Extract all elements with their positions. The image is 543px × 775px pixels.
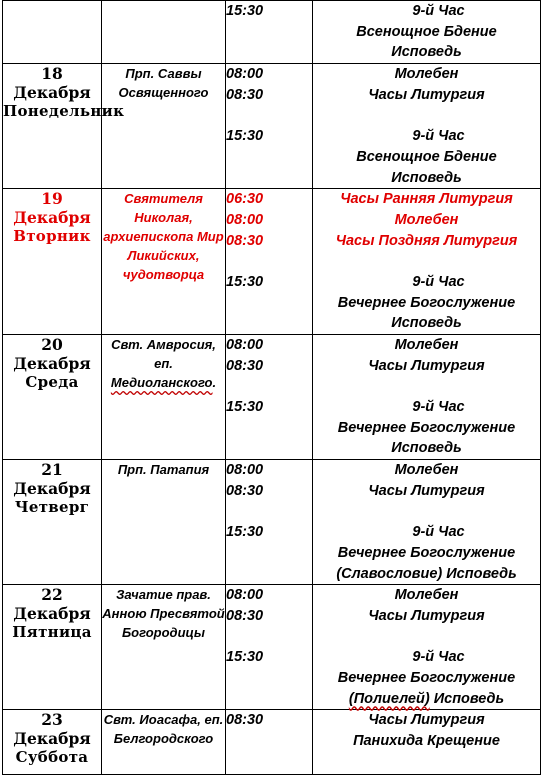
- service-line: 9-й Час: [412, 273, 465, 290]
- table-row: [3, 585, 541, 710]
- time-value: 08:00: [226, 462, 264, 479]
- saint-name: Прп. Патапия: [117, 462, 210, 478]
- time-value: 08:00: [226, 66, 264, 83]
- service-cell: [313, 335, 541, 460]
- time-cell: [226, 585, 313, 710]
- saint-name: Зачатие прав. Анною Пресвятой Богородицы: [102, 587, 225, 641]
- service-line: Молебен: [394, 587, 459, 604]
- time-value: 08:00: [226, 337, 264, 353]
- time-value: 08:30: [226, 607, 264, 624]
- time-value: 08:00: [226, 587, 264, 604]
- date-cell: [3, 585, 102, 710]
- service-line: Вечернее Богослужение: [337, 670, 516, 686]
- saint-name-part: Свт. Амвросия, еп.: [111, 337, 216, 371]
- time-value: 08:30: [226, 86, 264, 103]
- time-cell: [226, 64, 313, 189]
- weekday-label: Среда: [25, 373, 79, 391]
- service-line: Вечернее Богослужение: [337, 294, 516, 311]
- saint-cell: [102, 189, 226, 335]
- service-line: Вечернее Богослужение: [337, 419, 516, 436]
- service-line: 9-й Час: [412, 128, 465, 145]
- service-line-part: (Полиелей): [348, 690, 430, 707]
- time-value: 15:30: [226, 524, 264, 541]
- time-cell: [226, 335, 313, 460]
- time-value: 08:00: [226, 211, 264, 228]
- service-line: Молебен: [394, 462, 459, 479]
- service-line: Часы Литургия: [368, 482, 485, 499]
- date-label: 18 Декабря: [13, 64, 91, 103]
- service-line: Часы Литургия: [368, 86, 485, 103]
- table-row: [3, 460, 541, 585]
- time-value: 08:30: [226, 482, 264, 499]
- service-line: Часы Литургия: [368, 712, 485, 729]
- service-line: Молебен: [394, 211, 459, 228]
- service-line: 9-й Час: [412, 3, 465, 19]
- date-label: 21 Декабря: [13, 460, 91, 499]
- service-cell: [313, 64, 541, 189]
- date-cell: [3, 460, 102, 585]
- time-value: 06:30: [226, 191, 264, 208]
- service-line: Молебен: [394, 337, 459, 353]
- time-value: 15:30: [226, 399, 264, 416]
- service-line: Молебен: [394, 66, 459, 83]
- service-line: Часы Литургия: [368, 607, 485, 624]
- saint-cell: [102, 1, 226, 64]
- date-cell: [3, 1, 102, 64]
- service-cell: [313, 710, 541, 775]
- service-line: Исповедь: [391, 440, 462, 457]
- service-line: Исповедь: [391, 315, 462, 332]
- service-line: Всенощное Бдение: [356, 23, 497, 40]
- date-cell: [3, 64, 125, 189]
- service-line: 9-й Час: [412, 524, 465, 541]
- schedule-table: [2, 0, 541, 775]
- time-cell: [226, 460, 313, 585]
- table-row: [3, 710, 541, 775]
- table-row: [3, 64, 541, 189]
- saint-cell: Свт. Амвросия, еп. Медиоланского.: [102, 335, 226, 460]
- weekday-label: Суббота: [15, 748, 89, 767]
- weekday-label: Понедельник: [3, 102, 125, 121]
- saint-name: Святителя Николая, архиепископа Мир Ликийских, чудотворца: [103, 191, 224, 283]
- saint-name-part: Белгородского: [113, 731, 214, 747]
- service-line: Всенощное Бдение: [356, 148, 497, 165]
- saint-name-part: Медиоланского: [110, 375, 213, 390]
- time-value: 08:30: [226, 712, 264, 729]
- weekday-label: Вторник: [13, 227, 91, 246]
- time-cell: [226, 710, 313, 775]
- service-line: Исповедь: [391, 44, 462, 61]
- service-cell: [313, 189, 541, 335]
- service-line: 9-й Час: [412, 399, 465, 416]
- service-line: Вечернее Богослужение: [337, 544, 516, 561]
- service-line: Часы Поздняя Литургия: [335, 232, 518, 249]
- date-label: 22 Декабря: [13, 585, 91, 624]
- time-value: 08:30: [226, 232, 264, 249]
- time-value: 08:30: [226, 357, 264, 374]
- date-label: 19 Декабря: [13, 189, 91, 228]
- service-line: (Славословие) Исповедь: [336, 565, 517, 582]
- service-line: Часы Литургия: [368, 357, 485, 374]
- service-line: [313, 689, 540, 710]
- service-line-part: Исповедь: [433, 690, 505, 707]
- saint-name: Прп. Саввы Освященного: [118, 66, 209, 101]
- time-value: 15:30: [226, 3, 264, 19]
- table-row: [3, 1, 541, 64]
- date-cell: [3, 710, 102, 775]
- service-cell: [313, 460, 541, 585]
- service-line: 9-й Час: [412, 649, 465, 666]
- time-value: 15:30: [226, 273, 264, 290]
- service-cell: [313, 1, 541, 64]
- service-line: Панихида Крещение: [353, 733, 500, 750]
- saint-cell: [102, 64, 226, 189]
- saint-cell: [102, 585, 226, 710]
- time-value: 15:30: [226, 649, 264, 666]
- weekday-label: Четверг: [14, 498, 90, 517]
- saint-name-part: Свт. Иоасафа, еп.: [103, 712, 224, 728]
- weekday-label: Пятница: [12, 623, 92, 642]
- saint-cell: [102, 460, 226, 585]
- service-line: Исповедь: [391, 169, 462, 186]
- time-cell: [226, 1, 313, 64]
- time-cell: [226, 189, 313, 335]
- date-cell: [3, 335, 102, 460]
- date-label: 23 Декабря: [13, 710, 91, 749]
- table-row: [3, 335, 541, 460]
- date-label: 20 Декабря: [13, 335, 91, 373]
- service-line: Часы Ранняя Литургия: [340, 191, 513, 208]
- saint-cell: [102, 710, 226, 775]
- service-cell: [313, 585, 541, 710]
- time-value: 15:30: [226, 128, 264, 145]
- table-row: [3, 189, 541, 335]
- date-cell: [3, 189, 102, 335]
